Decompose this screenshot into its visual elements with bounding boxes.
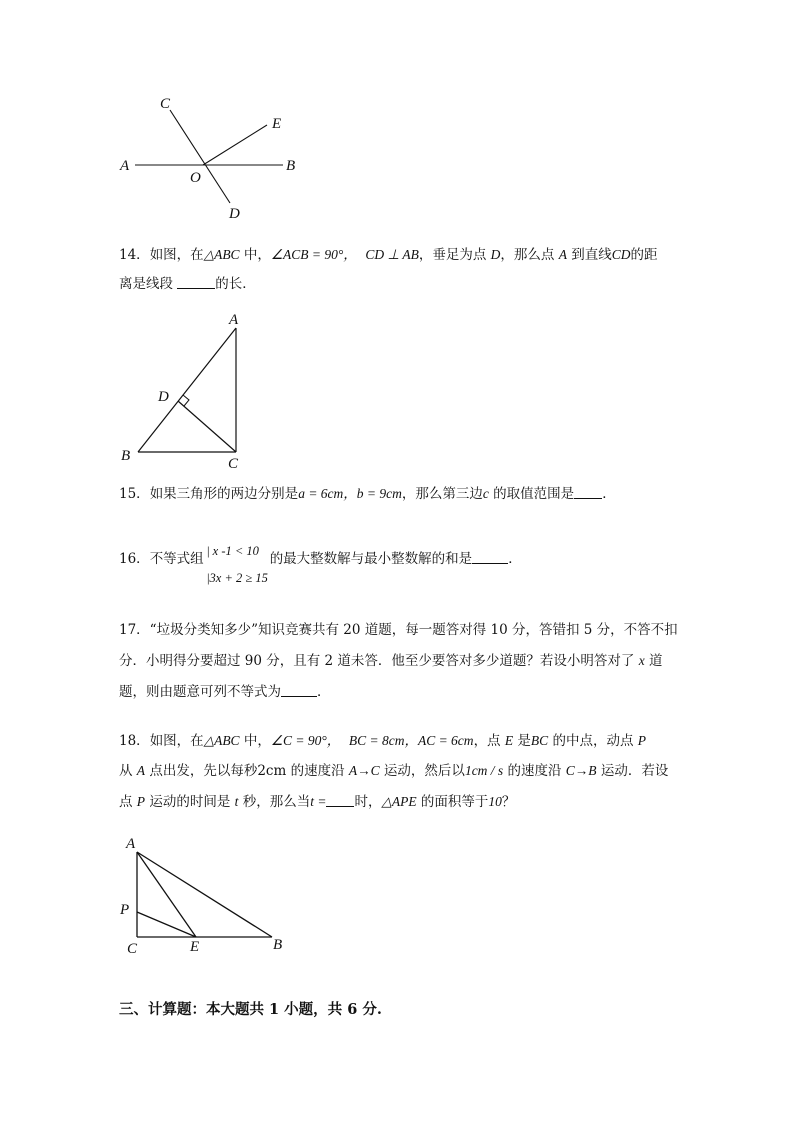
q14-text: 中， bbox=[239, 247, 271, 263]
q18-line1 bbox=[119, 732, 646, 750]
label-c: C bbox=[228, 456, 239, 472]
q14-text: ，那么点 bbox=[500, 247, 559, 263]
math: A bbox=[558, 247, 567, 262]
q18-text: 的中点，动点 bbox=[548, 733, 638, 749]
math: D bbox=[490, 247, 501, 262]
q15-line bbox=[119, 485, 616, 503]
q18-text: 的速度沿 bbox=[503, 763, 566, 779]
q18-text: ？ bbox=[501, 794, 516, 810]
q18-line2 bbox=[119, 762, 668, 780]
label-c: C bbox=[127, 941, 138, 957]
math: CD bbox=[611, 247, 631, 262]
math: 1cm / s bbox=[464, 763, 504, 778]
math: ∠ACB = 90°， bbox=[270, 247, 357, 262]
label-d: D bbox=[158, 389, 169, 405]
q15-text: 如果三角形的两边分别是 bbox=[149, 486, 299, 502]
label-a: A bbox=[120, 158, 130, 174]
math: x -1 < 10 bbox=[212, 544, 259, 558]
math: t = bbox=[310, 794, 327, 809]
label-b: B bbox=[286, 158, 296, 174]
answer-blank[interactable] bbox=[326, 794, 354, 807]
q18-text: ，点 bbox=[473, 733, 505, 749]
q18-text: 运动的时间是 bbox=[145, 794, 235, 810]
math: A bbox=[136, 763, 146, 778]
q17-text: 道 bbox=[644, 653, 663, 669]
q18-text: 如图，在 bbox=[149, 733, 204, 749]
math: △APE bbox=[381, 794, 417, 809]
math: 3x + 2 ≥ 15 bbox=[209, 571, 268, 585]
label-e: E bbox=[272, 116, 282, 132]
math: C→B bbox=[565, 763, 597, 778]
math: E bbox=[504, 733, 514, 748]
q18-text: 运动，然后以 bbox=[379, 763, 465, 779]
q17-line3 bbox=[119, 683, 331, 701]
q14-line2 bbox=[119, 275, 256, 293]
label-d: D bbox=[229, 206, 240, 222]
answer-blank[interactable] bbox=[574, 486, 602, 499]
q17-line2 bbox=[119, 652, 663, 670]
q17-text: 17．“垃圾分类知多少”知识竞赛共有 20 道题，每一题答对得 10 分，答错扣 5 分，不答不扣 bbox=[119, 622, 678, 638]
q18-text: 点 bbox=[119, 794, 137, 810]
label-o: O bbox=[190, 170, 201, 186]
q14-line1 bbox=[119, 246, 658, 264]
figure-lines-ab-cd bbox=[0, 0, 794, 240]
q14-text: 离是线段 bbox=[119, 276, 178, 292]
math: x bbox=[638, 653, 645, 668]
q14-text: ，垂足为点 bbox=[418, 247, 491, 263]
math: △ABC bbox=[203, 247, 240, 262]
q14-number: 14． bbox=[119, 247, 150, 263]
label-c: C bbox=[160, 96, 171, 112]
q17-text: 题，则由题意可列不等式为 bbox=[119, 684, 281, 700]
q14-text: 如图，在 bbox=[149, 247, 204, 263]
q18-number: 18． bbox=[119, 733, 150, 749]
q18-text: 运动．若设 bbox=[596, 763, 669, 779]
q14-text: 的距 bbox=[630, 247, 658, 263]
q15-number: 15． bbox=[119, 486, 150, 502]
q18-text: 是 bbox=[513, 733, 531, 749]
q14-text: 的长． bbox=[215, 276, 256, 292]
math: c bbox=[482, 486, 489, 501]
answer-blank[interactable] bbox=[472, 551, 508, 564]
figure-triangle-ape bbox=[0, 828, 794, 958]
math: P bbox=[637, 733, 647, 748]
inequality-1: | x -1 < 10 bbox=[207, 544, 259, 558]
q18-text: 点出发，先以每秒2cm 的速度沿 bbox=[145, 763, 349, 779]
math: △ABC bbox=[203, 733, 240, 748]
q18-line3 bbox=[119, 793, 515, 811]
q16-text: 的最大整数解与最小整数解的和是 bbox=[269, 551, 473, 567]
math: BC bbox=[530, 733, 549, 748]
label-p: P bbox=[120, 902, 130, 918]
q14-text: 到直线 bbox=[566, 247, 612, 263]
math: 10 bbox=[488, 794, 502, 809]
q16-number: 16． bbox=[119, 551, 150, 567]
label-a: A bbox=[229, 312, 239, 328]
q18-text: 从 bbox=[119, 763, 137, 779]
math: BC = 8cm，AC = 6cm bbox=[348, 733, 474, 748]
section-heading: 三、计算题：本大题共 1 小题，共 6 分. bbox=[119, 1001, 382, 1018]
label-b: B bbox=[121, 448, 131, 464]
q17-text: ． bbox=[317, 684, 331, 700]
q15-text: ． bbox=[602, 486, 616, 502]
math: ∠C = 90°， bbox=[270, 733, 341, 748]
q15-text: 的取值范围是 bbox=[488, 486, 575, 502]
q16-text: ． bbox=[508, 551, 522, 567]
q16-line bbox=[119, 550, 522, 568]
math: t bbox=[234, 794, 239, 809]
figure-triangle-abc-altitude bbox=[0, 300, 794, 480]
q18-text: 时， bbox=[354, 794, 382, 810]
q16-text: 不等式组 bbox=[149, 551, 204, 567]
q17-text: 分．小明得分要超过 90 分，且有 2 道未答．他至少要答对多少道题？若设小明答对了 bbox=[119, 653, 639, 669]
math: P bbox=[136, 794, 146, 809]
math: a = 6cm，b = 9cm bbox=[298, 486, 402, 501]
q17-line1 bbox=[119, 621, 678, 639]
q18-text: 中， bbox=[239, 733, 271, 749]
math: CD ⊥ AB bbox=[365, 247, 419, 262]
math: A→C bbox=[348, 763, 380, 778]
label-e: E bbox=[190, 939, 200, 955]
answer-blank[interactable] bbox=[281, 684, 317, 697]
answer-blank[interactable] bbox=[177, 276, 215, 289]
q18-text: 的面积等于 bbox=[416, 794, 489, 810]
q18-text: 秒，那么当 bbox=[238, 794, 311, 810]
q15-text: ，那么第三边 bbox=[401, 486, 483, 502]
label-a: A bbox=[126, 836, 136, 852]
label-b: B bbox=[273, 937, 283, 953]
inequality-2: |3x + 2 ≥ 15 bbox=[207, 571, 268, 585]
